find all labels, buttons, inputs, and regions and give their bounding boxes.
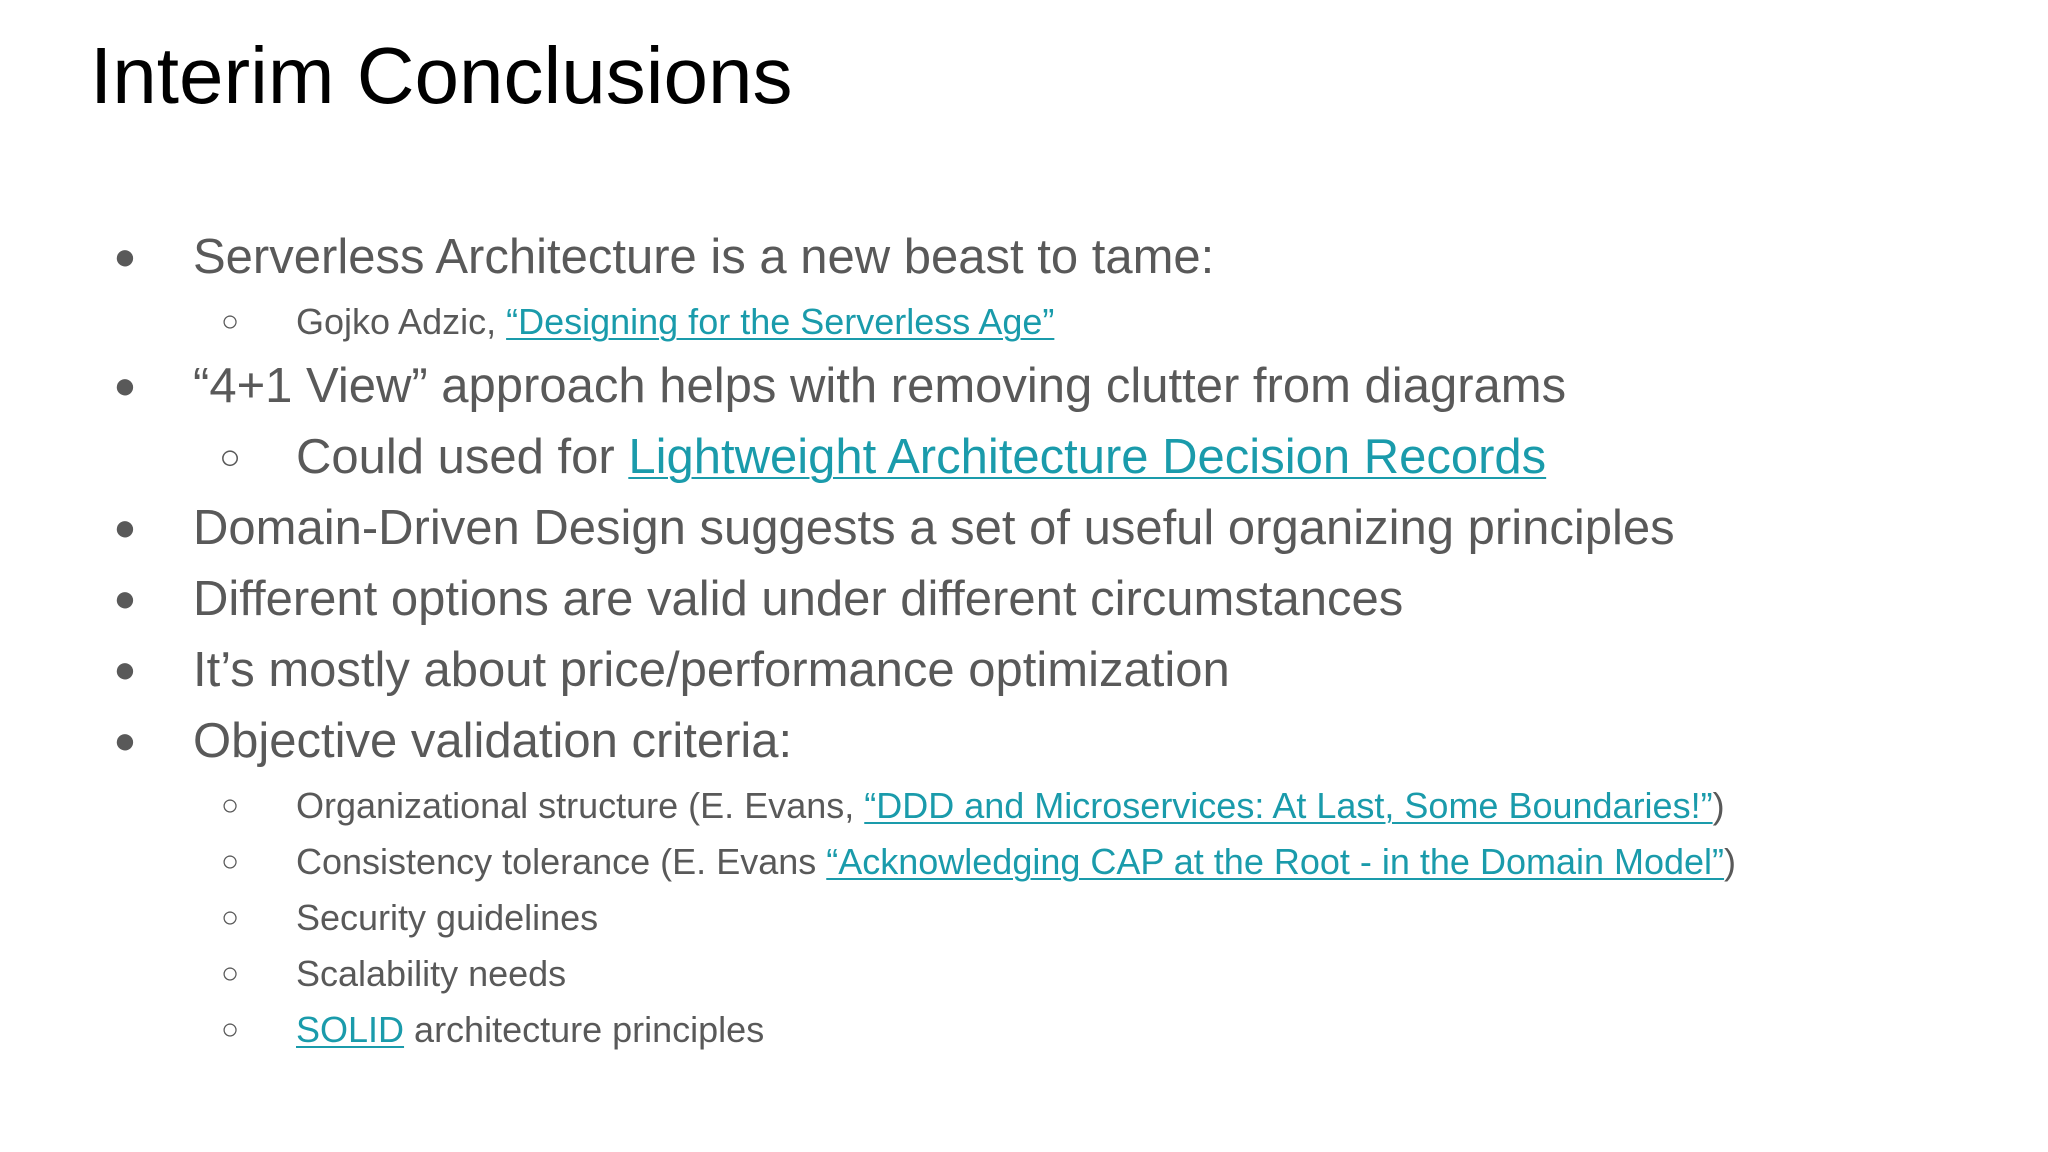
- bullet-dot-icon: ●: [113, 720, 137, 762]
- bullet-text: “4+1 View” approach helps with removing clutter from diagrams: [193, 359, 1567, 413]
- sub-bullet-circle-icon: ○: [220, 1013, 240, 1046]
- sub-bullet-text: Scalability needs: [296, 953, 567, 994]
- sub-bullet-suffix: ): [1712, 785, 1725, 826]
- slide-title: Interim Conclusions: [90, 31, 793, 120]
- sub-bullet-prefix: Organizational structure (E. Evans,: [296, 785, 865, 826]
- sub-bullet-circle-icon: ○: [219, 436, 241, 477]
- bullet-text: Objective validation criteria:: [193, 714, 793, 768]
- bullet-text: Serverless Architecture is a new beast to tame:: [193, 230, 1215, 284]
- designing-serverless-age-link[interactable]: “Designing for the Serverless Age”: [506, 301, 1055, 342]
- sub-bullet-prefix: Gojko Adzic,: [296, 301, 507, 342]
- sub-bullet-text: [296, 778, 1725, 834]
- sub-bullet-suffix: architecture principles: [404, 1009, 765, 1050]
- sub-bullet-text: [296, 834, 1736, 890]
- bullet-dot-icon: ●: [113, 236, 137, 278]
- bullet-dot-icon: ●: [113, 507, 137, 549]
- bullet-dot-icon: ●: [113, 649, 137, 691]
- bullet-text: It’s mostly about price/performance optimization: [193, 643, 1230, 697]
- sub-bullet-text: [296, 1002, 764, 1058]
- sub-bullet-circle-icon: ○: [220, 957, 240, 990]
- acknowledging-cap-link[interactable]: “Acknowledging CAP at the Root - in the Domain Model”: [826, 841, 1725, 882]
- sub-bullet-prefix: Could used for: [296, 430, 629, 484]
- solid-link[interactable]: SOLID: [296, 1009, 405, 1050]
- sub-bullet-circle-icon: ○: [220, 305, 240, 338]
- sub-bullet-text: [296, 421, 1546, 493]
- bullet-text: Domain-Driven Design suggests a set of useful organizing principles: [193, 501, 1675, 555]
- sub-bullet-circle-icon: ○: [220, 789, 240, 822]
- bullet-text: Different options are valid under different circumstances: [193, 572, 1404, 626]
- sub-bullet-text: Security guidelines: [296, 897, 599, 938]
- bullet-dot-icon: ●: [113, 578, 137, 620]
- sub-bullet-text: [296, 294, 1054, 350]
- sub-bullet-prefix: Consistency tolerance (E. Evans: [296, 841, 827, 882]
- sub-bullet-circle-icon: ○: [220, 901, 240, 934]
- sub-bullet-suffix: ): [1724, 841, 1737, 882]
- bullet-dot-icon: ●: [113, 365, 137, 407]
- ddd-microservices-link[interactable]: “DDD and Microservices: At Last, Some Boundaries!”: [864, 785, 1713, 826]
- lightweight-adr-link[interactable]: Lightweight Architecture Decision Records: [628, 430, 1547, 484]
- sub-bullet-circle-icon: ○: [220, 845, 240, 878]
